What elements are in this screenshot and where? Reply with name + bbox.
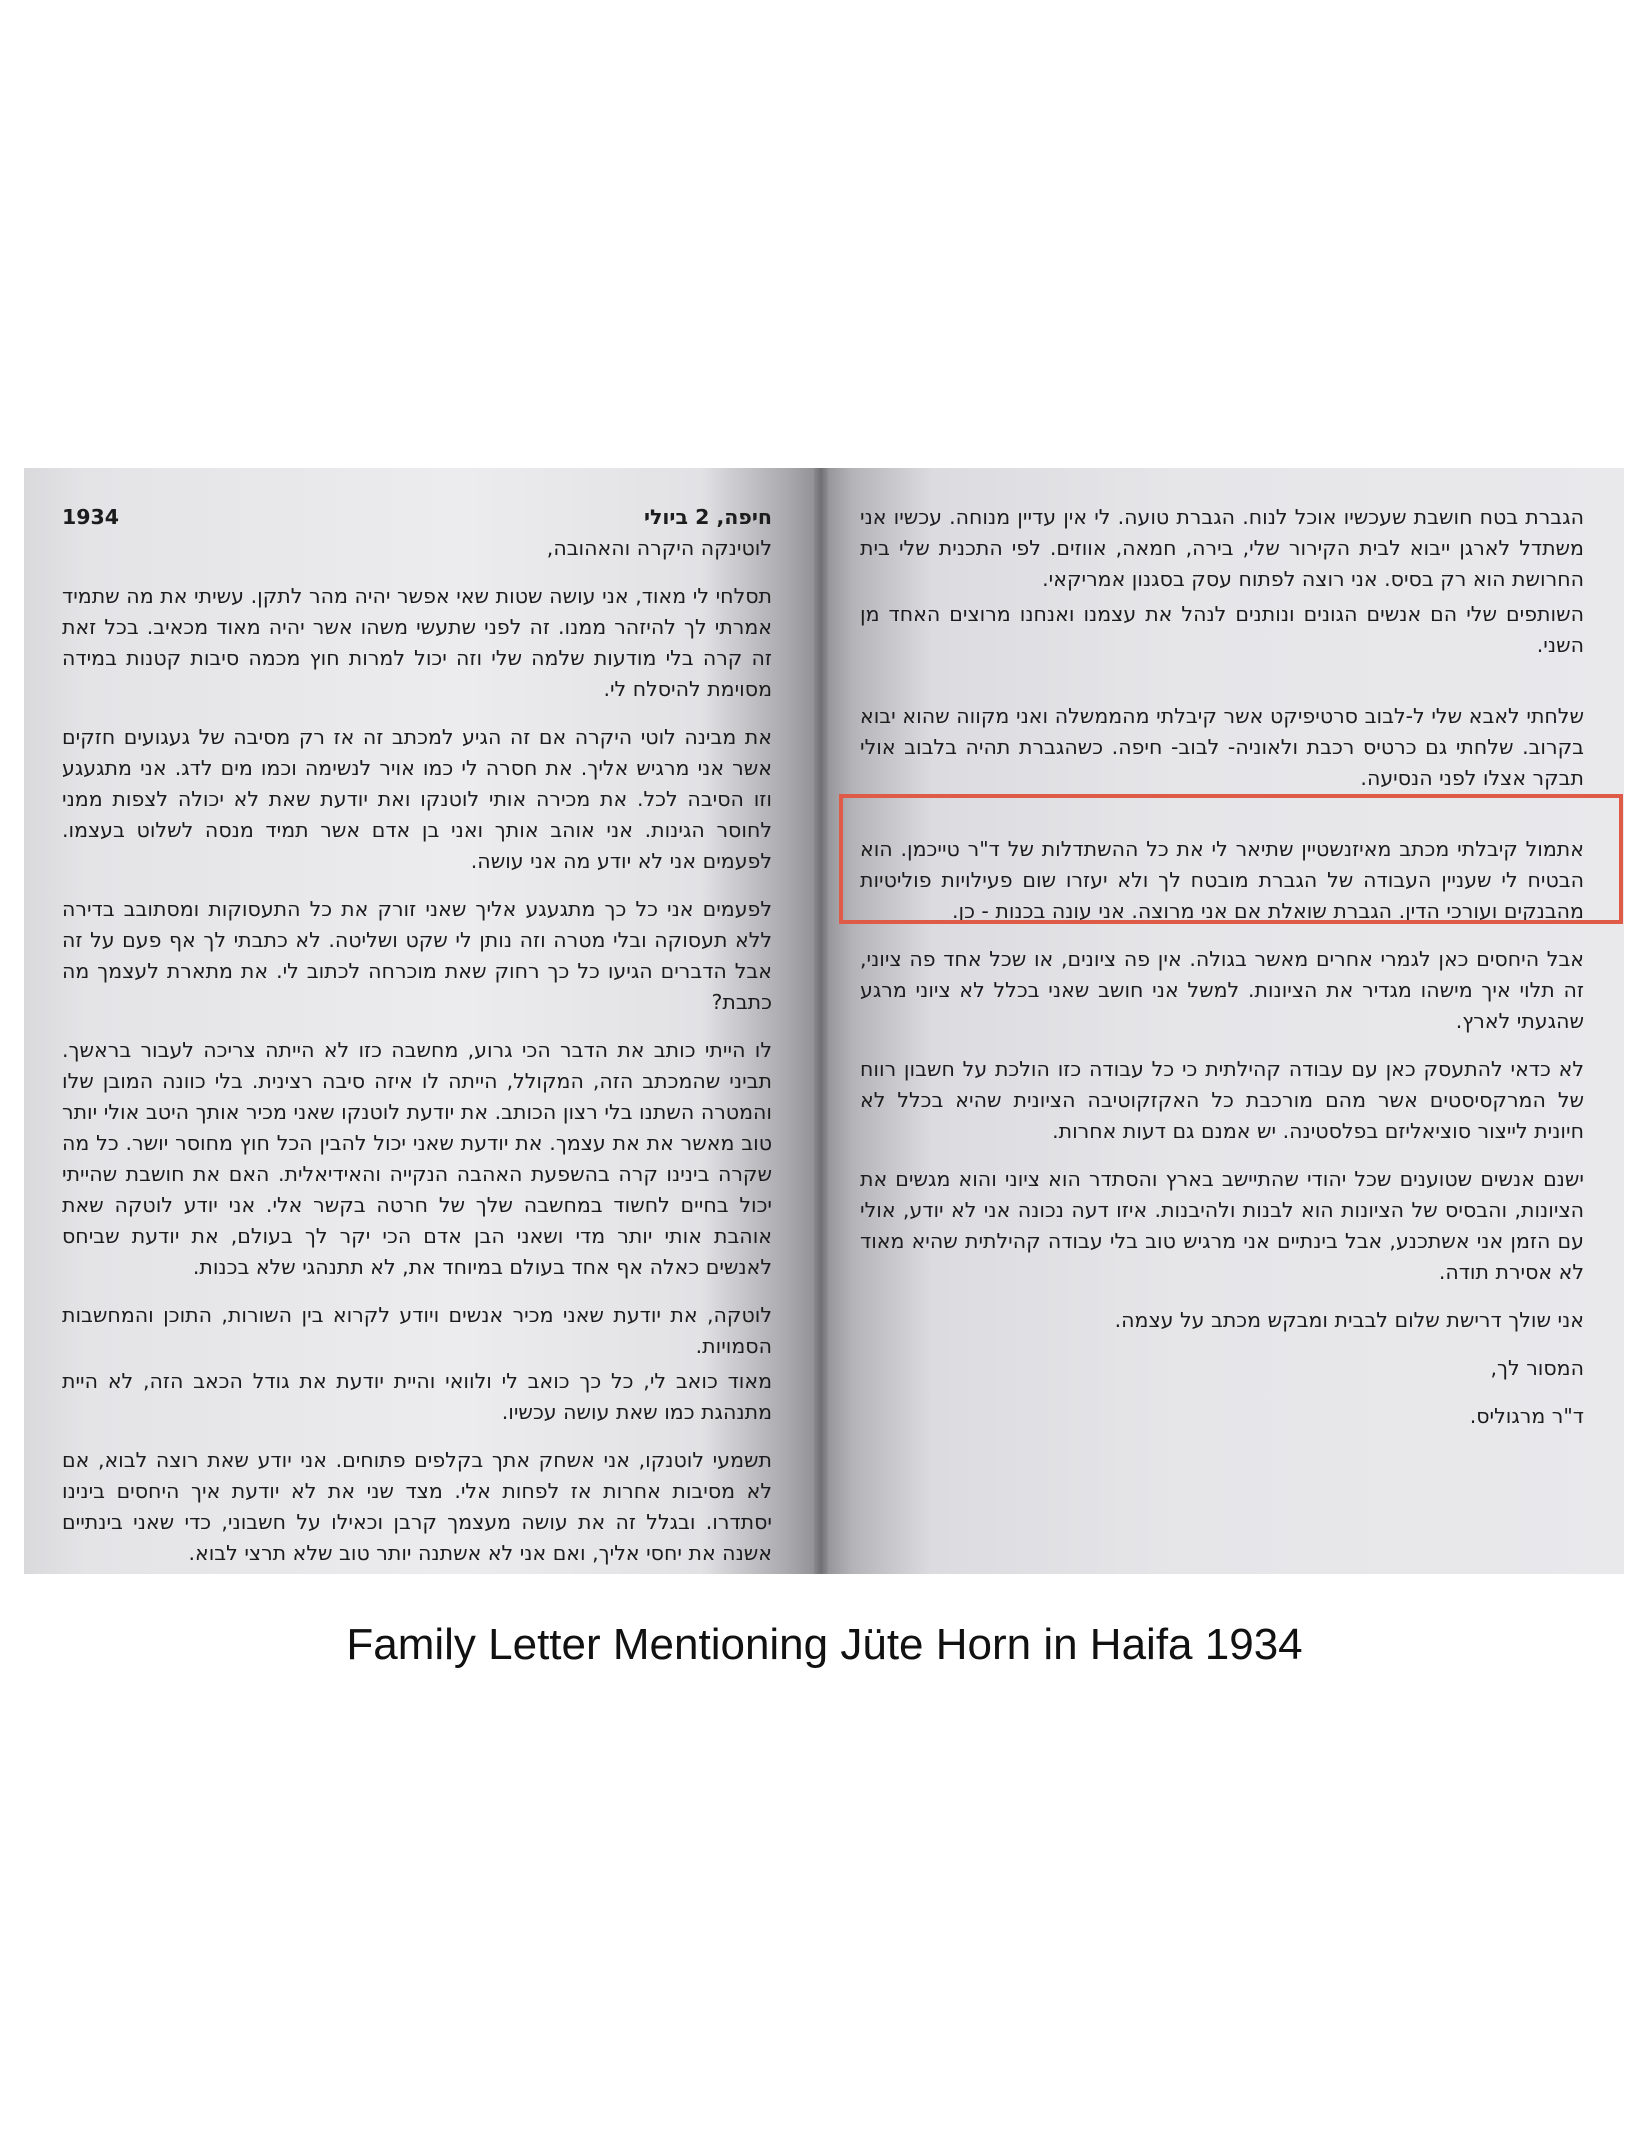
paragraph: תשמעי לוטנקו, אני אשחק אתך בקלפים פתוחים. אני יודע שאת רוצה לבוא, אם לא מסיבות אחרות אז לפחות אלי. מצד שני את לא יודעת איך היחסים בינינו יסתדרו. ובגלל זה את עושה מעצמך קרבן וכאילו על חשבוני, כדי שאני בינתיים אשנה את יחסי אליך, ואם אני לא אשתנה יותר טוב שלא תרצי לבוא. xyxy=(62,1448,772,1565)
left-page xyxy=(24,468,820,1574)
paragraph: אני שולך דרישת שלום לבבית ומבקש מכתב על עצמה. xyxy=(1114,1308,1584,1332)
paragraph: הגברת בטח חושבת שעכשיו אוכל לנוח. הגברת טועה. לי אין עדיין מנוחה. עכשיו אני משתדל לארגן ייבוא לבית הקירור שלי, בירה, חמאה, אווזים. לפי התכנית שלי בית החרושת הוא רק בסיס. אני רוצה לפתוח עסק בסגנון אמריקאי. xyxy=(860,505,1584,591)
paragraph: אבל היחסים כאן לגמרי אחרים מאשר בגולה. אין פה ציונים, או שכל אחד פה ציוני, זה תלוי איך מישהו מגדיר את הציונות. למשל אני חושב שאני בכלל לא ציוני מרגע שהגעתי לארץ. xyxy=(860,947,1584,1033)
year: 1934 xyxy=(62,505,120,529)
salutation: לוטינקה היקרה והאהובה, xyxy=(546,536,772,560)
signature: ד"ר מרגוליס. xyxy=(1469,1404,1584,1428)
caption: Family Letter Mentioning Jüte Horn in Haifa 1934 xyxy=(346,1620,1303,1669)
paragraph: השותפים שלי הם אנשים הגונים ונותנים לנהל את עצמנו ואנחנו מרוצים האחד מן השני. xyxy=(860,602,1584,657)
highlighted-paragraph: אתמול קיבלתי מכתב מאיזנשטיין שתיאר לי את כל ההשתדלות של ד"ר טייכמן. הוא הבטיח לי שעניין העבודה של הגברת מובטח לך ולא יעזרו שום פעילויות פוליטיות מהבנקים ועורכי הדין. הגברת שואלת אם אני מרוצה. אני עונה בכנות - כן. xyxy=(860,837,1584,923)
right-page xyxy=(820,468,1624,1574)
paragraph: לוטקה, את יודעת שאני מכיר אנשים ויודע לקרוא בין השורות, התוכן והמחשבות הסמויות. xyxy=(62,1303,772,1358)
paragraph: ישנם אנשים שטוענים שכל יהודי שהתיישב בארץ והסתדר הוא ציוני והוא מגשים את הציונות, והבסיס של הציונות הוא לבנות ולהיבנות. איזו דעה נכונה אני לא יודע, אולי עם הזמן אני אשתכנע, אבל בינתיים אני מרגיש טוב בלי עבודה קהילתית שהיא מאוד לא אסירת תודה. xyxy=(860,1167,1584,1284)
book-scan xyxy=(24,468,1624,1574)
book-spine xyxy=(814,468,828,1574)
paragraph: לא כדאי להתעסק כאן עם עבודה קהילתית כי כל עבודה כזו הולכת על חשבון רווח של המרקסיסטים אשר מהם מורכבת כל האקזקוטיבה הציונית שהיא בכלל לא חיונית לייצור סוציאליזם בפלסטינה. יש אמנם גם דעות אחרות. xyxy=(860,1057,1584,1143)
paragraph: לפעמים אני כל כך מתגעגע אליך שאני זורק את כל התעסוקות ומסתובב בדירה ללא תעסוקה ובלי מטרה וזה נותן לי שקט ושליטה. לא כתבתי לך אף פעם על זה אבל הדברים הגיעו כל כך רחוק שאת מוכרחה לכתוב לי. את מתארת לעצמך מה כתבת? xyxy=(62,897,772,1014)
paragraph: לו הייתי כותב את הדבר הכי גרוע, מחשבה כזו לא הייתה צריכה לעבור בראשך. תביני שהמכתב הזה, המקולל, הייתה לו איזה סיבה רצינית. בלי כוונה המובן שלו והמטרה השתנו בלי רצון הכותב. את יודעת לוטנקו שאני מכיר אותך היטב אולי יותר טוב מאשר את את עצמך. את יודעת שאני יכול להבין הכל חוץ מחוסר יושר. כל מה שקרה בינינו קרה בהשפעת האהבה הנקייה והאידיאלית. האם את חושבת שהייתי יכול בחיים לחשוד במחשבה שלך של חרטה בקשר אלי. אני יודע לוטקה שאת אוהבת אותי יותר מדי ושאני הבן אדם הכי יקר לך בעולם, את יודעת שביחס לאנשים כאלה אף אחד בעולם במיוחד את, לא תתנהגי שלא בכנות. xyxy=(62,1038,772,1279)
place-date: חיפה, 2 ביולי xyxy=(643,505,772,529)
paragraph: מאוד כואב לי, כל כך כואב לי ולוואי והיית יודעת את גודל הכאב הזה, לא היית מתנהגת כמו שאת עושה עכשיו. xyxy=(62,1369,772,1424)
paragraph: שלחתי לאבא שלי ל-לבוב סרטיפיקט אשר קיבלתי מהממשלה ואני מקווה שהוא יבוא בקרוב. שלחתי גם כרטיס רכבת ולאוניה- לבוב- חיפה. כשהגברת תהיה בלבוב אולי תבקר אצלו לפני הנסיעה. xyxy=(860,704,1584,790)
paragraph: את מבינה לוטי היקרה אם זה הגיע למכתב זה אז רק מסיבה של געגועים חזקים אשר אני מרגיש אליך. את חסרה לי כמו אויר לנשימה וכמו מים לדג. אני מתגעגע וזו הסיבה לכל. את מכירה אותי לוטנקו ואת יודעת שאת לא יכולה לצפות ממני לחוסר הגינות. אני אוהב אותך ואני בן אדם אשר תמיד מנסה לשלוט בעצמו. לפעמים אני לא יודע מה אני עושה. xyxy=(62,725,772,873)
paragraph: תסלחי לי מאוד, אני עושה שטות שאי אפשר יהיה מהר לתקן. עשיתי את מה שתמיד אמרתי לך להיזהר ממנו. זה לפני שתעשי משהו אשר יהיה מאוד מכאיב. בכל זאת זה קרה בלי מודעות שלמה שלי וזה יכול למרות חוץ מכמה סיבות קטנות במידה מסוימת להיסלח לי. xyxy=(62,584,772,701)
closing: המסור לך, xyxy=(1490,1356,1584,1380)
letter-dateline xyxy=(62,502,772,533)
